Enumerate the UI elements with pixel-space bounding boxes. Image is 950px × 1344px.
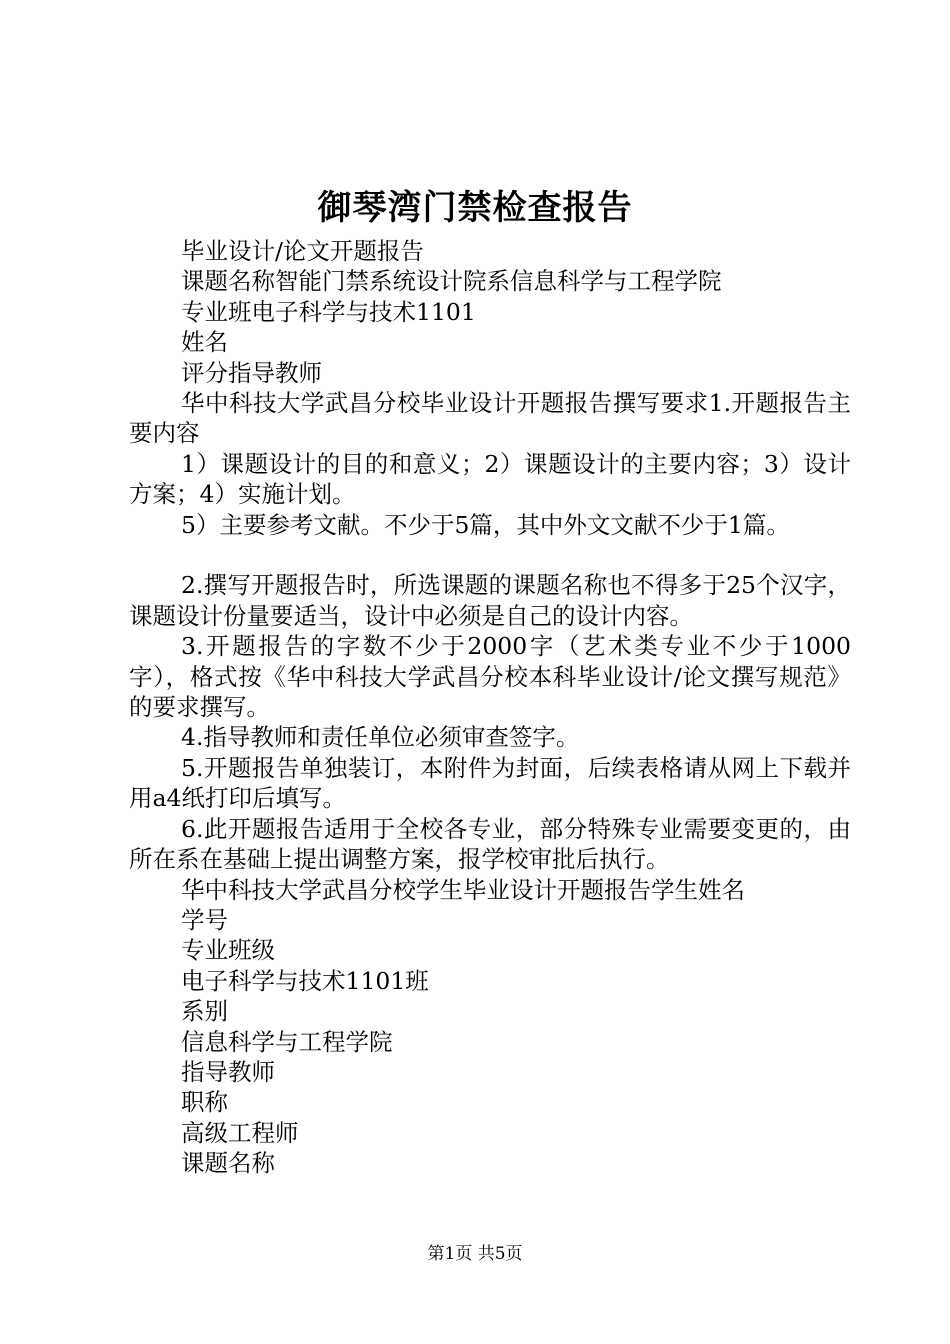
paragraph: 信息科学与工程学院 <box>181 1027 393 1056</box>
paragraph: 高级工程师 <box>181 1118 299 1147</box>
paragraph: 学号 <box>181 905 228 934</box>
paragraph: 电子科学与技术1101班 <box>181 966 429 995</box>
paragraph: 5.开题报告单独装订，本附件为封面，后续表格请从网上下载并用a4纸打印后填写。 <box>129 753 851 813</box>
paragraph: 指导教师 <box>181 1057 275 1086</box>
document-body <box>129 236 851 1179</box>
paragraph: 专业班电子科学与技术1101 <box>181 297 476 326</box>
paragraph: 6.此开题报告适用于全校各专业，部分特殊专业需要变更的，由所在系在基础上提出调整方案，报学校审批后执行。 <box>129 814 851 874</box>
paragraph: 4.指导教师和责任单位必须审查签字。 <box>181 723 580 752</box>
page-number-footer: 第1页 共5页 <box>427 1244 523 1264</box>
paragraph: 5）主要参考文献。不少于5篇，其中外文文献不少于1篇。 <box>181 510 790 539</box>
paragraph: 姓名 <box>181 328 228 357</box>
blank-line <box>129 540 851 570</box>
paragraph: 评分指导教师 <box>181 358 322 387</box>
paragraph: 课题名称 <box>181 1149 275 1178</box>
paragraph: 1）课题设计的目的和意义；2）课题设计的主要内容；3）设计方案；4）实施计划。 <box>129 449 851 509</box>
document-title: 御琴湾门禁检查报告 <box>317 188 633 228</box>
paragraph: 2.撰写开题报告时，所选课题的课题名称也不得多于25个汉字，课题设计份量要适当，设计中必须是自己的设计内容。 <box>129 571 851 630</box>
paragraph: 课题名称智能门禁系统设计院系信息科学与工程学院 <box>181 267 722 296</box>
paragraph: 职称 <box>181 1088 228 1117</box>
paragraph: 华中科技大学武昌分校学生毕业设计开题报告学生姓名 <box>181 875 745 904</box>
paragraph: 3.开题报告的字数不少于2000字（艺术类专业不少于1000字），格式按《华中科技大学武昌分校本科毕业设计/论文撰写规范》的要求撰写。 <box>129 632 851 722</box>
paragraph: 专业班级 <box>181 936 275 965</box>
paragraph: 华中科技大学武昌分校毕业设计开题报告撰写要求1.开题报告主要内容 <box>129 389 851 448</box>
paragraph: 毕业设计/论文开题报告 <box>181 237 424 265</box>
paragraph: 系别 <box>181 997 228 1026</box>
